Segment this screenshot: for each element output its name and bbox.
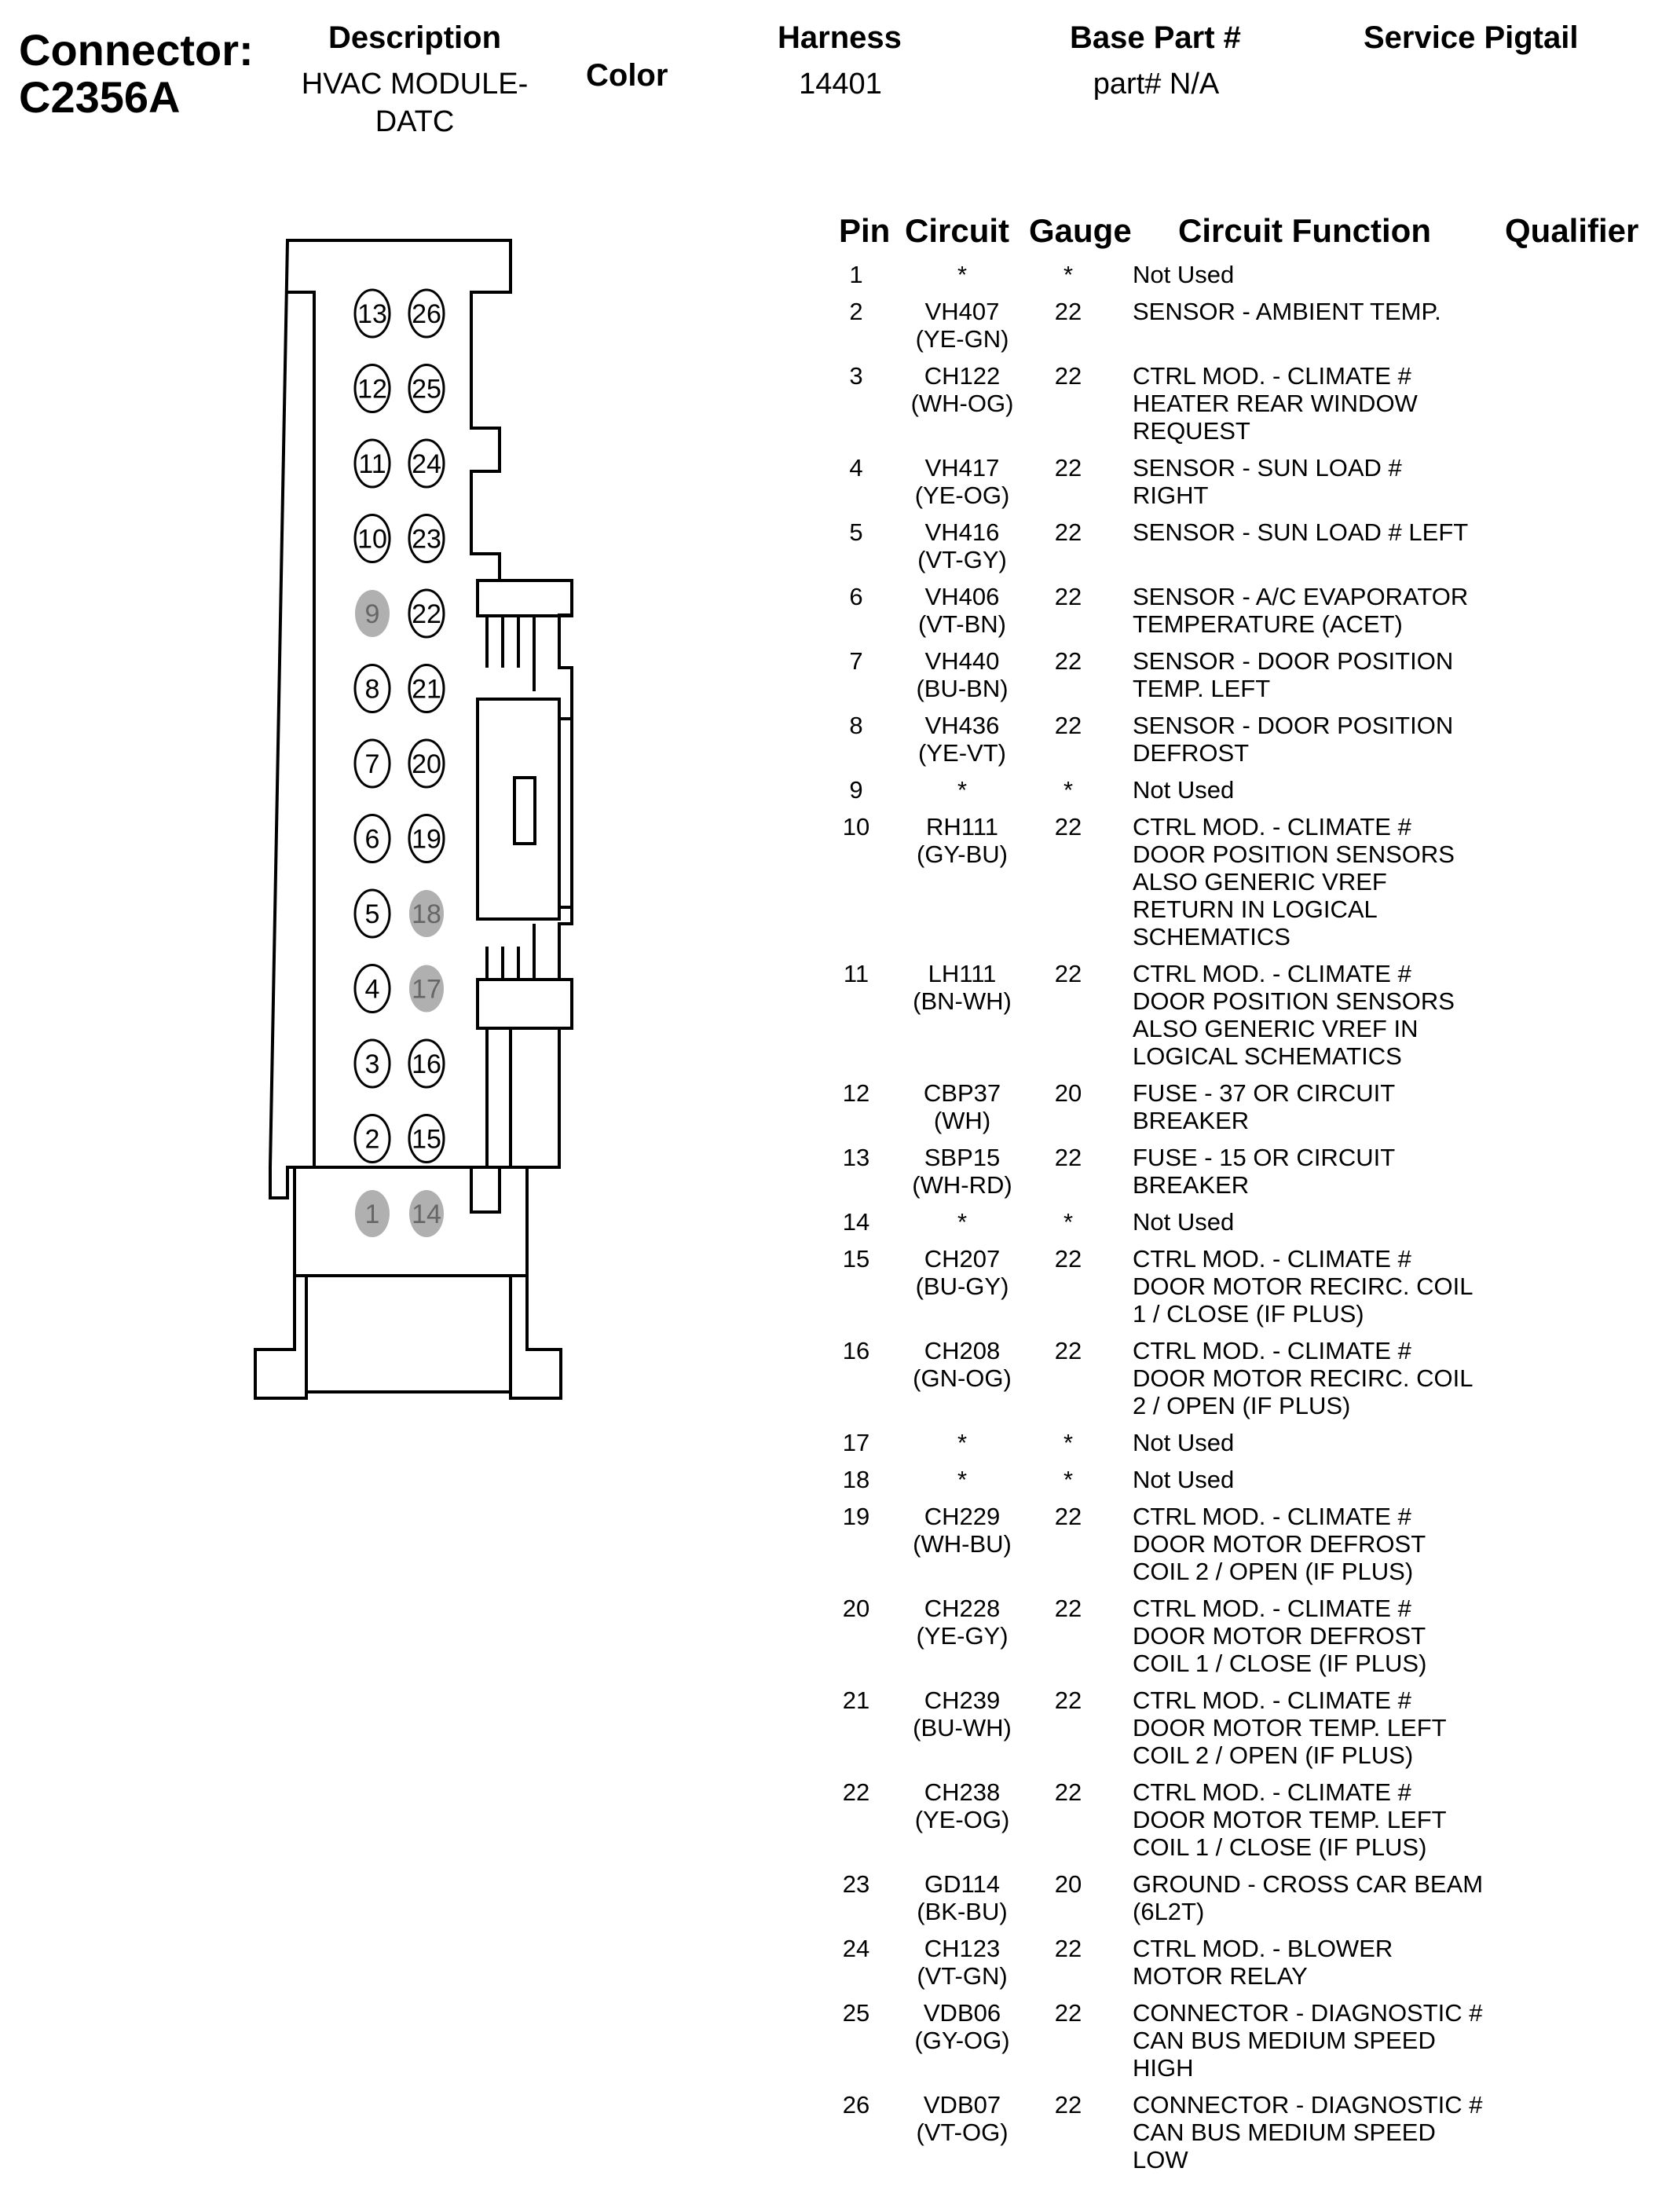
circuit-cell: CH122 (WH-OG)	[910, 362, 1014, 417]
gauge-cell: 22	[1054, 2091, 1082, 2119]
gauge-cell: 22	[1054, 1337, 1082, 1364]
function-cell: CTRL MOD. - CLIMATE # DOOR MOTOR RECIRC. COIL 2 / OPEN (IF PLUS)	[1133, 1337, 1473, 1419]
pin-label: 24	[412, 449, 441, 479]
circuit-cell: SBP15 (WH-RD)	[912, 1144, 1012, 1199]
circuit-cell: *	[957, 776, 968, 804]
gauge-cell: 22	[1054, 298, 1082, 325]
circuit-cell: LH111 (BN-WH)	[913, 960, 1012, 1015]
gauge-cell: 22	[1054, 1778, 1082, 1806]
function-cell: CONNECTOR - DIAGNOSTIC # CAN BUS MEDIUM SPEED LOW	[1133, 2091, 1483, 2174]
pin-label: 16	[412, 1049, 441, 1079]
circuit-cell: *	[957, 261, 968, 288]
function-cell: SENSOR - DOOR POSITION DEFROST	[1133, 712, 1454, 767]
circuit-cell: CH208 (GN-OG)	[913, 1337, 1012, 1392]
gauge-cell: *	[1063, 261, 1074, 288]
col-head-gauge: Gauge	[1029, 212, 1132, 249]
circuit-cell: VH406 (VT-BN)	[918, 583, 1006, 638]
pin-cell: 6	[849, 583, 863, 610]
lock-tab-middle	[478, 699, 559, 919]
pin-cell: 14	[842, 1208, 870, 1236]
pin-cell: 2	[849, 298, 863, 325]
color-label: Color	[586, 58, 668, 93]
connector-right-latch	[511, 1276, 561, 1398]
circuit-cell: VDB06 (GY-OG)	[914, 1999, 1010, 2054]
circuit-cell: CH228 (YE-GY)	[916, 1595, 1009, 1650]
pin-cell: 7	[849, 647, 863, 675]
function-cell: Not Used	[1133, 261, 1235, 288]
pin-label: 26	[412, 299, 441, 329]
circuit-cell: VH417 (YE-OG)	[914, 454, 1010, 509]
function-cell: GROUND - CROSS CAR BEAM (6L2T)	[1133, 1870, 1484, 1925]
gauge-cell: 20	[1054, 1870, 1082, 1898]
pin-cell: 20	[842, 1595, 870, 1622]
pin-cell: 11	[843, 960, 869, 987]
col-head-circuit: Circuit	[905, 212, 1010, 249]
function-cell: CTRL MOD. - CLIMATE # HEATER REAR WINDOW REQUEST	[1133, 362, 1418, 445]
circuit-cell: CH207 (BU-GY)	[915, 1245, 1009, 1300]
circuit-cell: VH436 (YE-VT)	[918, 712, 1006, 767]
circuit-cell: GD114 (BK-BU)	[917, 1870, 1008, 1925]
connector-id: C2356A	[19, 72, 181, 122]
function-cell: Not Used	[1133, 1466, 1235, 1493]
pin-cell: 4	[849, 454, 863, 482]
pin-cell: 15	[842, 1245, 870, 1273]
pin-label: 14	[412, 1199, 441, 1229]
pin-label: 7	[364, 749, 380, 779]
function-cell: CTRL MOD. - CLIMATE # DOOR MOTOR DEFROST COIL 1 / CLOSE (IF PLUS)	[1133, 1595, 1427, 1677]
circuit-cell: VH440 (BU-BN)	[916, 647, 1009, 702]
connector-left-inner-wall	[287, 292, 314, 1167]
pin-cell: 23	[842, 1870, 870, 1898]
function-cell: CTRL MOD. - CLIMATE # DOOR MOTOR DEFROST COIL 2 / OPEN (IF PLUS)	[1133, 1503, 1426, 1585]
circuit-cell: VH416 (VT-GY)	[917, 518, 1007, 573]
pin-label: 17	[412, 974, 441, 1005]
pin-label: 20	[412, 749, 441, 779]
gauge-cell: 22	[1054, 518, 1082, 546]
circuit-cell: VDB07 (VT-OG)	[916, 2091, 1009, 2146]
pin-label: 23	[412, 524, 441, 555]
circuit-cell: *	[957, 1429, 968, 1456]
harness-label: Harness	[778, 20, 902, 55]
gauge-cell: 22	[1054, 362, 1082, 390]
pin-label: 9	[364, 599, 380, 629]
pin-label: 1	[364, 1199, 380, 1229]
circuit-cell: RH111 (GY-BU)	[917, 813, 1008, 868]
pin-cell: 19	[842, 1503, 870, 1530]
circuit-cell: *	[957, 1466, 968, 1493]
pin-cell: 5	[849, 518, 863, 546]
pin-label: 21	[412, 674, 441, 705]
pin-cell: 24	[842, 1935, 870, 1962]
pin-label: 2	[364, 1124, 380, 1155]
function-cell: SENSOR - SUN LOAD # RIGHT	[1133, 454, 1402, 509]
function-cell: CTRL MOD. - CLIMATE # DOOR MOTOR RECIRC. COIL 1 / CLOSE (IF PLUS)	[1133, 1245, 1473, 1328]
pin-label: 3	[364, 1049, 380, 1079]
function-cell: FUSE - 15 OR CIRCUIT BREAKER	[1133, 1144, 1396, 1199]
gauge-cell: 22	[1054, 1595, 1082, 1622]
function-cell: Not Used	[1133, 1429, 1235, 1456]
harness-value: 14401	[799, 68, 882, 101]
lock-tab-upper	[478, 580, 572, 616]
pin-cell: 26	[842, 2091, 870, 2119]
connector-left-latch	[255, 1276, 306, 1398]
pin-label: 6	[364, 824, 380, 855]
function-cell: FUSE - 37 OR CIRCUIT BREAKER	[1133, 1079, 1396, 1134]
pin-cell: 21	[842, 1686, 870, 1714]
gauge-cell: *	[1063, 776, 1074, 804]
pin-label: 19	[412, 824, 441, 855]
pin-label: 8	[364, 674, 380, 705]
col-head-qualifier: Qualifier	[1505, 212, 1639, 249]
gauge-cell: 20	[1054, 1079, 1082, 1107]
description-value-line2: DATC	[375, 105, 455, 138]
pin-cell: 16	[842, 1337, 870, 1364]
circuit-cell: VH407 (YE-GN)	[915, 298, 1009, 353]
gauge-cell: 22	[1054, 813, 1082, 840]
pin-label: 18	[412, 899, 441, 929]
col-head-circuit-function: Circuit Function	[1178, 212, 1431, 249]
gauge-cell: 22	[1054, 1503, 1082, 1530]
circuit-cell: CH229 (WH-BU)	[913, 1503, 1012, 1558]
gauge-cell: 22	[1054, 583, 1082, 610]
gauge-cell: *	[1063, 1466, 1074, 1493]
function-cell: CTRL MOD. - CLIMATE # DOOR MOTOR TEMP. LEFT COIL 2 / OPEN (IF PLUS)	[1133, 1686, 1447, 1769]
pin-cell: 10	[842, 813, 870, 840]
gauge-cell: 22	[1054, 1935, 1082, 1962]
gauge-cell: 22	[1054, 454, 1082, 482]
circuit-cell: CH123 (VT-GN)	[917, 1935, 1008, 1990]
col-head-pin: Pin	[839, 212, 891, 249]
connector-face-drawing	[236, 228, 581, 1445]
gauge-cell: 22	[1054, 712, 1082, 739]
pin-label: 4	[364, 974, 380, 1005]
gauge-cell: 22	[1054, 960, 1082, 987]
description-value-line1: HVAC MODULE-	[301, 68, 529, 101]
pin-label: 10	[357, 524, 387, 555]
pin-label: 22	[412, 599, 441, 629]
pin-cell: 8	[849, 712, 863, 739]
pin-cell: 17	[842, 1429, 870, 1456]
pin-cell: 3	[849, 362, 863, 390]
connector-label: Connector:	[19, 25, 254, 75]
pin-label: 11	[358, 449, 386, 479]
function-cell: SENSOR - A/C EVAPORATOR TEMPERATURE (ACET)	[1133, 583, 1469, 638]
function-cell: SENSOR - DOOR POSITION TEMP. LEFT	[1133, 647, 1454, 702]
pin-label: 5	[364, 899, 380, 929]
pin-cell: 12	[842, 1079, 870, 1107]
circuit-cell: *	[957, 1208, 968, 1236]
base-part-value: part# N/A	[1093, 68, 1220, 101]
pin-cell: 22	[842, 1778, 870, 1806]
pin-label: 13	[357, 299, 387, 329]
gauge-cell: 22	[1054, 1999, 1082, 2027]
pin-cell: 25	[842, 1999, 870, 2027]
pin-label: 12	[357, 374, 387, 405]
gauge-cell: 22	[1054, 1245, 1082, 1273]
function-cell: SENSOR - SUN LOAD # LEFT	[1133, 518, 1469, 546]
gauge-cell: *	[1063, 1429, 1074, 1456]
gauge-cell: 22	[1054, 647, 1082, 675]
function-cell: SENSOR - AMBIENT TEMP.	[1133, 298, 1441, 325]
function-cell: CTRL MOD. - BLOWER MOTOR RELAY	[1133, 1935, 1393, 1990]
pin-cell: 1	[849, 261, 863, 288]
function-cell: Not Used	[1133, 1208, 1235, 1236]
circuit-cell: CH238 (YE-OG)	[914, 1778, 1010, 1833]
function-cell: CONNECTOR - DIAGNOSTIC # CAN BUS MEDIUM SPEED HIGH	[1133, 1999, 1483, 2082]
pin-cell: 18	[842, 1466, 870, 1493]
circuit-cell: CBP37 (WH)	[923, 1079, 1001, 1134]
pin-label: 25	[412, 374, 441, 405]
gauge-cell: 22	[1054, 1144, 1082, 1171]
pin-cell: 13	[842, 1144, 870, 1171]
description-label: Description	[328, 20, 502, 55]
function-cell: Not Used	[1133, 776, 1235, 804]
circuit-cell: CH239 (BU-WH)	[913, 1686, 1012, 1741]
function-cell: CTRL MOD. - CLIMATE # DOOR POSITION SENSORS ALSO GENERIC VREF RETURN IN LOGICAL SCHEMATICS	[1133, 813, 1455, 950]
service-pigtail-label: Service Pigtail	[1364, 20, 1579, 55]
gauge-cell: 22	[1054, 1686, 1082, 1714]
base-part-label: Base Part #	[1070, 20, 1241, 55]
function-cell: CTRL MOD. - CLIMATE # DOOR POSITION SENSORS ALSO GENERIC VREF IN LOGICAL SCHEMATICS	[1133, 960, 1455, 1070]
gauge-cell: *	[1063, 1208, 1074, 1236]
function-cell: CTRL MOD. - CLIMATE # DOOR MOTOR TEMP. LEFT COIL 1 / CLOSE (IF PLUS)	[1133, 1778, 1447, 1861]
pin-cell: 9	[849, 776, 863, 804]
pin-label: 15	[412, 1124, 441, 1155]
lock-tab-lower	[478, 980, 572, 1028]
